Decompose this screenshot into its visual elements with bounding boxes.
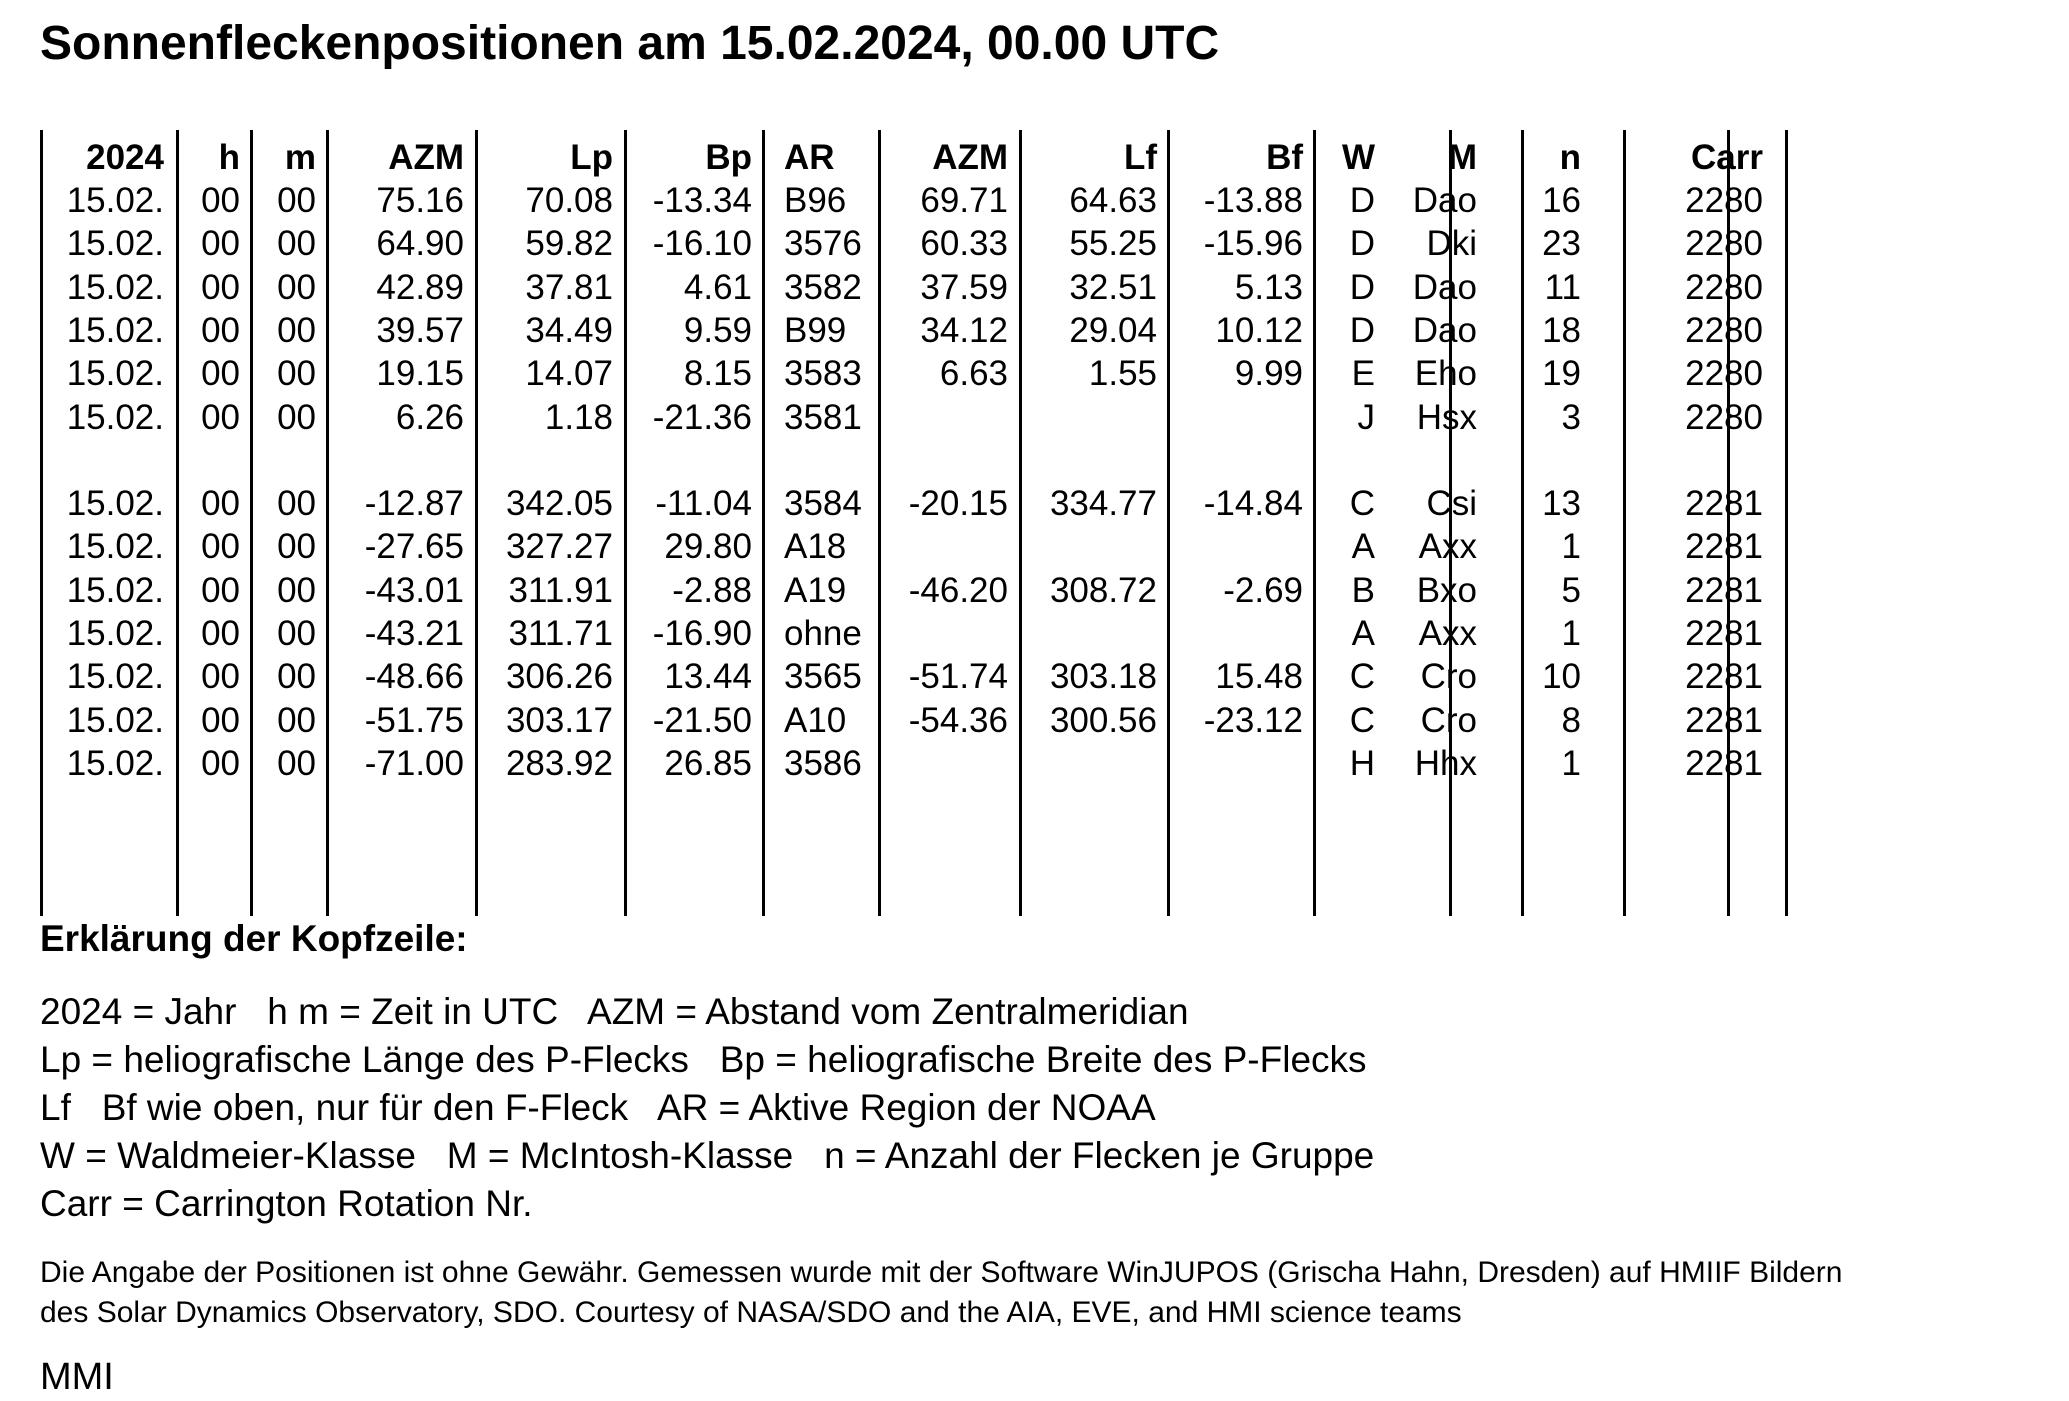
- table-cell: -15.96: [1203, 224, 1303, 263]
- legend-line: 2024 = Jahr h m = Zeit in UTC AZM = Abstand vom Zentralmeridian: [40, 991, 1189, 1032]
- table-cell: 6.63: [939, 354, 1008, 393]
- table-cell: 23: [1542, 224, 1581, 263]
- table-cell: 37.59: [920, 268, 1008, 307]
- table-cell: 2280: [1685, 398, 1763, 437]
- table-cell: -48.66: [364, 657, 464, 696]
- table-cell: 69.71: [920, 181, 1008, 220]
- table-cell: -21.36: [652, 398, 752, 437]
- table-cell: 2281: [1685, 484, 1763, 523]
- table-row: [0, 744, 1800, 784]
- table-cell: 19: [1542, 354, 1581, 393]
- table-cell: 2281: [1685, 701, 1763, 740]
- table-cell: 3584: [784, 484, 862, 523]
- table-cell: 00: [201, 614, 240, 653]
- table-cell: 00: [277, 268, 316, 307]
- table-row: [0, 614, 1800, 654]
- table-cell: 13: [1542, 484, 1581, 523]
- table-cell: 00: [201, 268, 240, 307]
- table-cell: 303.18: [1049, 657, 1157, 696]
- legend-line: Lf Bf wie oben, nur für den F-Fleck AR = Aktive Region der NOAA: [40, 1087, 1156, 1128]
- table-row: [0, 527, 1800, 567]
- table-cell: 3586: [784, 744, 862, 783]
- table-cell: 300.56: [1049, 701, 1157, 740]
- table-cell: 2280: [1685, 311, 1763, 350]
- table-cell: Dao: [1412, 268, 1477, 307]
- table-cell: D: [1349, 224, 1375, 263]
- table-cell: 5.13: [1234, 268, 1303, 307]
- table-cell: 10.12: [1215, 311, 1303, 350]
- table-cell: Cro: [1420, 701, 1477, 740]
- column-header: Carr: [1691, 138, 1763, 177]
- table-cell: 3583: [784, 354, 862, 393]
- table-cell: 13.44: [664, 657, 752, 696]
- page-title: Sonnenfleckenpositionen am 15.02.2024, 00.00 UTC: [40, 17, 1220, 70]
- table-cell: 2280: [1685, 268, 1763, 307]
- table-cell: 14.07: [525, 354, 613, 393]
- table-cell: Eho: [1414, 354, 1477, 393]
- table-cell: 00: [277, 527, 316, 566]
- table-cell: 32.51: [1069, 268, 1157, 307]
- table-row: [0, 484, 1800, 524]
- table-cell: Dki: [1426, 224, 1477, 263]
- table-cell: 327.27: [505, 527, 613, 566]
- table-cell: -21.50: [652, 701, 752, 740]
- table-cell: 29.80: [664, 527, 752, 566]
- table-cell: C: [1349, 484, 1375, 523]
- table-cell: 2281: [1685, 614, 1763, 653]
- table-cell: 15.02.: [66, 527, 164, 566]
- table-cell: 2281: [1685, 657, 1763, 696]
- table-cell: A: [1351, 614, 1375, 653]
- table-cell: 15.02.: [66, 181, 164, 220]
- table-cell: -54.36: [908, 701, 1008, 740]
- table-cell: 1: [1561, 614, 1581, 653]
- table-cell: 00: [201, 224, 240, 263]
- table-cell: 00: [277, 354, 316, 393]
- table-cell: Dao: [1412, 311, 1477, 350]
- table-row: [0, 181, 1800, 221]
- table-cell: 342.05: [505, 484, 613, 523]
- table-cell: 00: [201, 398, 240, 437]
- table-cell: A19: [784, 571, 847, 610]
- table-cell: ohne: [784, 614, 862, 653]
- table-cell: -27.65: [364, 527, 464, 566]
- table-cell: 00: [201, 744, 240, 783]
- table-cell: 29.04: [1069, 311, 1157, 350]
- table-cell: 00: [277, 744, 316, 783]
- table-cell: 1: [1561, 527, 1581, 566]
- table-cell: Dao: [1412, 181, 1477, 220]
- table-cell: 00: [201, 571, 240, 610]
- table-cell: 16: [1542, 181, 1581, 220]
- legend-line: Carr = Carrington Rotation Nr.: [40, 1183, 533, 1224]
- table-cell: 00: [277, 571, 316, 610]
- table-row: [0, 354, 1800, 394]
- table-cell: Csi: [1426, 484, 1477, 523]
- table-cell: 3581: [784, 398, 862, 437]
- table-cell: A18: [784, 527, 847, 566]
- table-cell: -16.90: [652, 614, 752, 653]
- table-cell: Hhx: [1414, 744, 1477, 783]
- table-cell: 2281: [1685, 571, 1763, 610]
- table-cell: 15.02.: [66, 744, 164, 783]
- table-cell: 3576: [784, 224, 862, 263]
- table-cell: A: [1351, 527, 1375, 566]
- table-cell: 42.89: [376, 268, 464, 307]
- table-cell: 2280: [1685, 354, 1763, 393]
- table-cell: -43.01: [364, 571, 464, 610]
- table-cell: 311.91: [508, 571, 613, 610]
- table-cell: 8.15: [683, 354, 752, 393]
- table-cell: -11.04: [655, 484, 752, 523]
- table-row: [0, 701, 1800, 741]
- table-cell: -43.21: [364, 614, 464, 653]
- table-cell: 283.92: [505, 744, 613, 783]
- table-cell: 308.72: [1049, 571, 1157, 610]
- table-cell: E: [1351, 354, 1375, 393]
- table-cell: 1.18: [544, 398, 613, 437]
- table-cell: 15.02.: [66, 398, 164, 437]
- table-cell: 306.26: [505, 657, 613, 696]
- table-cell: 00: [277, 181, 316, 220]
- table-cell: 34.12: [920, 311, 1008, 350]
- table-cell: 00: [277, 311, 316, 350]
- table-cell: 00: [277, 701, 316, 740]
- table-cell: 18: [1542, 311, 1581, 350]
- table-cell: 26.85: [664, 744, 752, 783]
- column-header: AR: [784, 138, 835, 177]
- table-cell: 75.16: [376, 181, 464, 220]
- table-cell: -71.00: [364, 744, 464, 783]
- table-cell: 00: [277, 398, 316, 437]
- table-cell: 15.02.: [66, 484, 164, 523]
- table-row: [0, 571, 1800, 611]
- table-cell: 00: [277, 484, 316, 523]
- table-cell: 00: [201, 657, 240, 696]
- table-cell: 15.02.: [66, 701, 164, 740]
- table-cell: 334.77: [1049, 484, 1157, 523]
- table-row: [0, 398, 1800, 438]
- table-cell: 00: [277, 224, 316, 263]
- table-cell: 3582: [784, 268, 862, 307]
- table-cell: 00: [201, 354, 240, 393]
- table-cell: B96: [784, 181, 847, 220]
- column-header: W: [1341, 138, 1375, 177]
- column-header: n: [1559, 138, 1581, 177]
- table-cell: Hsx: [1416, 398, 1477, 437]
- table-cell: C: [1349, 657, 1375, 696]
- legend-line: W = Waldmeier-Klasse M = McIntosh-Klasse n = Anzahl der Flecken je Gruppe: [40, 1135, 1375, 1176]
- table-cell: 34.49: [525, 311, 613, 350]
- table-cell: 15.02.: [66, 224, 164, 263]
- table-cell: 6.26: [395, 398, 464, 437]
- disclaimer: [40, 1253, 2060, 1333]
- table-cell: D: [1349, 311, 1375, 350]
- table-cell: -12.87: [364, 484, 464, 523]
- table-cell: 2280: [1685, 224, 1763, 263]
- table-cell: 303.17: [505, 701, 613, 740]
- column-header: M: [1447, 138, 1477, 177]
- table-cell: 00: [277, 657, 316, 696]
- table-cell: 1: [1561, 744, 1581, 783]
- table-cell: 9.99: [1234, 354, 1303, 393]
- table-cell: 00: [201, 311, 240, 350]
- table-cell: 4.61: [683, 268, 752, 307]
- table-cell: 00: [201, 527, 240, 566]
- legend-line: Lp = heliografische Länge des P-Flecks Bp = heliografische Breite des P-Flecks: [40, 1039, 1367, 1080]
- table-cell: 5: [1561, 571, 1581, 610]
- table-cell: 15.48: [1215, 657, 1303, 696]
- table-cell: 15.02.: [66, 268, 164, 307]
- table-cell: 9.59: [683, 311, 752, 350]
- column-header: m: [284, 138, 316, 177]
- table-cell: -13.88: [1203, 181, 1303, 220]
- table-cell: -23.12: [1203, 701, 1303, 740]
- table-cell: -14.84: [1203, 484, 1303, 523]
- column-header: Lp: [570, 138, 613, 177]
- disclaimer-line: Die Angabe der Positionen ist ohne Gewähr. Gemessen wurde mit der Software WinJUPOS (Grischa Hahn, Dresden) auf HMIIF Bildern: [40, 1256, 1843, 1289]
- table-cell: 2280: [1685, 181, 1763, 220]
- table-cell: Axx: [1418, 527, 1477, 566]
- table-row: [0, 311, 1800, 351]
- column-header: AZM: [932, 138, 1008, 177]
- table-cell: 3: [1561, 398, 1581, 437]
- table-cell: 37.81: [525, 268, 613, 307]
- table-cell: -20.15: [908, 484, 1008, 523]
- table-cell: 55.25: [1069, 224, 1157, 263]
- table-cell: 15.02.: [66, 571, 164, 610]
- table-cell: Axx: [1418, 614, 1477, 653]
- table-cell: 15.02.: [66, 614, 164, 653]
- table-cell: 3565: [784, 657, 862, 696]
- table-cell: 19.15: [376, 354, 464, 393]
- table-cell: -16.10: [652, 224, 752, 263]
- table-cell: Cro: [1420, 657, 1477, 696]
- table-cell: -2.69: [1223, 571, 1303, 610]
- table-cell: 1.55: [1088, 354, 1157, 393]
- table-cell: -13.34: [652, 181, 752, 220]
- disclaimer-line: des Solar Dynamics Observatory, SDO. Courtesy of NASA/SDO and the AIA, EVE, and HMI science teams: [40, 1296, 1462, 1329]
- column-header: Bp: [705, 138, 752, 177]
- sunspot-table: [0, 130, 1800, 916]
- legend-title: Erklärung der Kopfzeile:: [40, 918, 468, 959]
- table-cell: J: [1357, 398, 1375, 437]
- table-cell: 2281: [1685, 744, 1763, 783]
- header-row: [0, 138, 1800, 178]
- table-cell: B99: [784, 311, 847, 350]
- table-cell: 11: [1544, 268, 1581, 307]
- column-header: h: [218, 138, 240, 177]
- table-cell: 15.02.: [66, 311, 164, 350]
- table-cell: D: [1349, 181, 1375, 220]
- table-cell: 64.90: [376, 224, 464, 263]
- table-cell: 2281: [1685, 527, 1763, 566]
- table-row: [0, 268, 1800, 308]
- column-header: Bf: [1266, 138, 1303, 177]
- table-cell: 00: [201, 484, 240, 523]
- table-cell: C: [1349, 701, 1375, 740]
- table-cell: 15.02.: [66, 354, 164, 393]
- table-cell: 60.33: [920, 224, 1008, 263]
- table-cell: 59.82: [525, 224, 613, 263]
- column-header: Lf: [1123, 138, 1157, 177]
- table-cell: Bxo: [1416, 571, 1477, 610]
- table-cell: 00: [201, 181, 240, 220]
- table-cell: B: [1351, 571, 1375, 610]
- table-cell: -2.88: [672, 571, 752, 610]
- table-cell: 00: [201, 701, 240, 740]
- table-cell: -46.20: [908, 571, 1008, 610]
- table-cell: 70.08: [525, 181, 613, 220]
- table-cell: -51.74: [908, 657, 1008, 696]
- table-cell: 311.71: [508, 614, 613, 653]
- table-cell: A10: [784, 701, 847, 740]
- table-cell: 00: [277, 614, 316, 653]
- column-header: AZM: [388, 138, 464, 177]
- signature: MMI: [40, 1356, 114, 1398]
- table-cell: -51.75: [364, 701, 464, 740]
- table-cell: 64.63: [1069, 181, 1157, 220]
- column-header: 2024: [86, 138, 164, 177]
- table-cell: 39.57: [376, 311, 464, 350]
- table-row: [0, 657, 1800, 697]
- table-cell: 15.02.: [66, 657, 164, 696]
- legend: [40, 988, 1374, 1228]
- table-cell: 8: [1561, 701, 1581, 740]
- table-cell: D: [1349, 268, 1375, 307]
- table-row: [0, 224, 1800, 264]
- table-cell: 10: [1542, 657, 1581, 696]
- table-cell: H: [1349, 744, 1375, 783]
